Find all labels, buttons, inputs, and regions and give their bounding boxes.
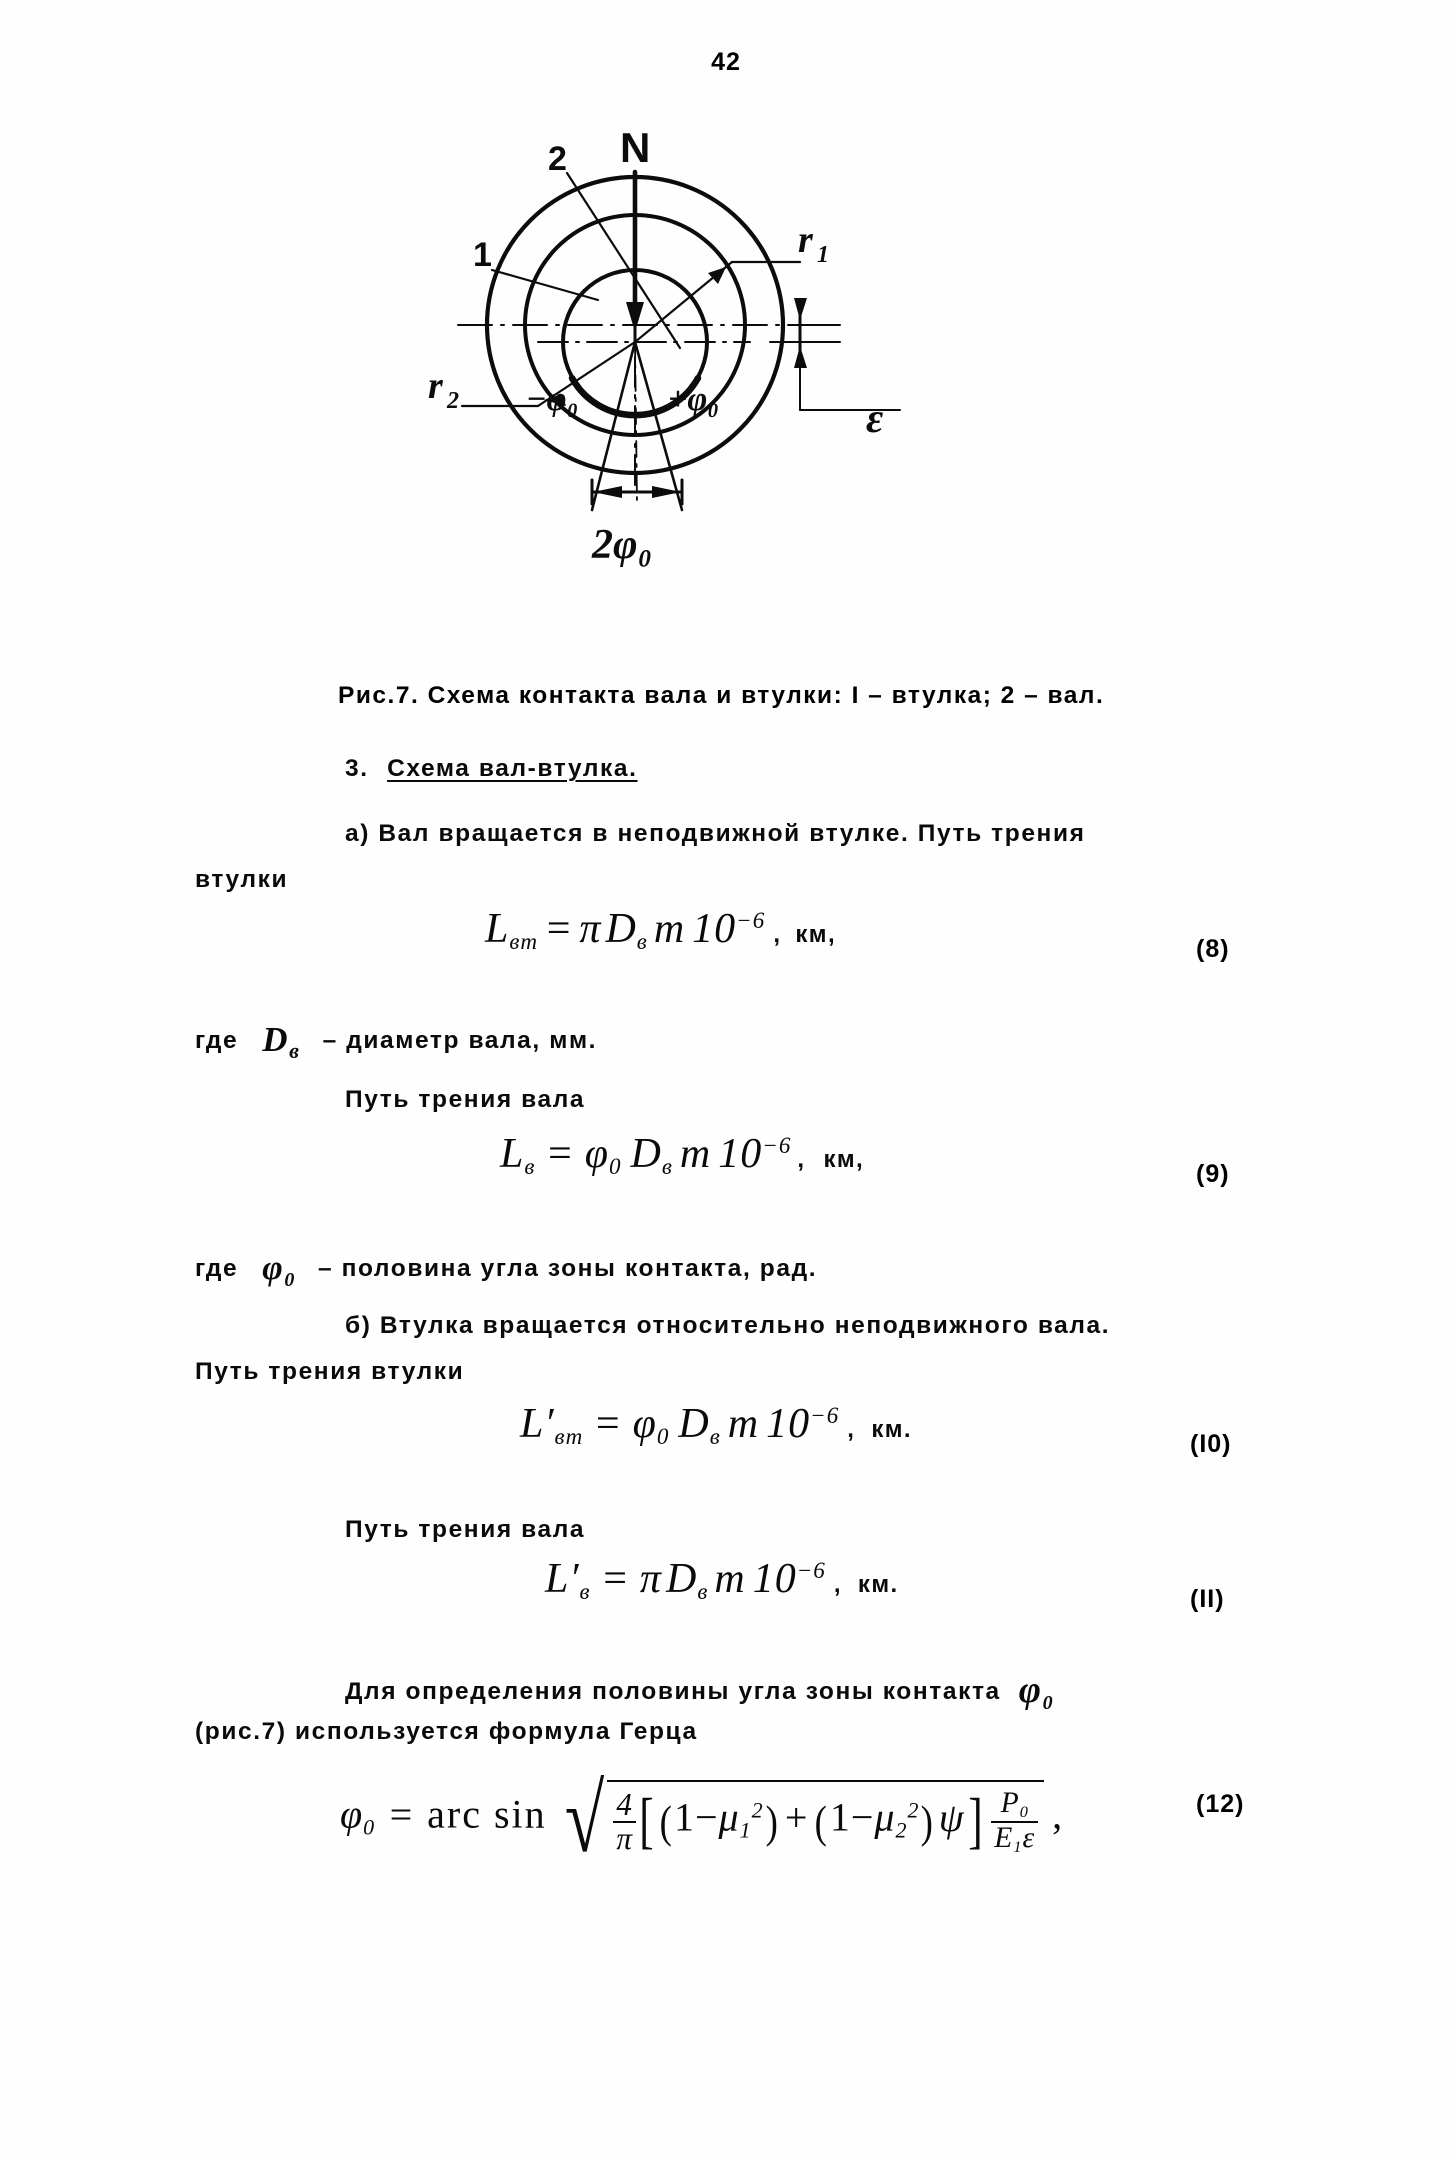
symbol-phi: φ: [262, 1248, 285, 1287]
mu-1: μ: [718, 1794, 740, 1840]
symbol-phi-sub: 0: [284, 1269, 296, 1291]
formula-11-comma: ,: [833, 1571, 842, 1598]
epsilon-arrow-down: [794, 346, 807, 368]
fraction-4-pi: [613, 1786, 636, 1856]
paragraph-a-continuation: втулки: [195, 866, 289, 893]
where-phi-prefix: где: [195, 1255, 239, 1282]
term-2-minus: 1−: [829, 1794, 875, 1840]
paragraph-a: а) Вал вращается в неподвижной втулке. Путь трения: [345, 820, 1086, 847]
formula-8-D-sub: в: [636, 927, 648, 954]
formula-9-comma: ,: [797, 1146, 806, 1173]
label-part-2: 2: [548, 140, 567, 178]
mu-1-sub: 1: [739, 1817, 752, 1843]
E-symbol: E: [994, 1821, 1014, 1854]
paragraph-b: б) Втулка вращается относительно неподвижного вала.: [345, 1312, 1111, 1339]
label-radius-r1-sub: 1: [817, 242, 829, 268]
formula-10-equals: =: [593, 1401, 623, 1447]
formula-8-D: D: [605, 906, 637, 952]
formula-8-lhs: L: [485, 906, 510, 952]
term-1-minus: 1−: [673, 1794, 719, 1840]
fraction-numerator: 4: [616, 1786, 633, 1822]
formula-9-D: D: [630, 1131, 662, 1177]
formula-9-unit: км,: [823, 1146, 865, 1173]
label-angle-positive: +φ₀: [668, 381, 720, 418]
formula-8-pi: π: [579, 906, 602, 952]
formula-10-comma: ,: [847, 1416, 856, 1443]
page-number: 42: [711, 48, 741, 76]
fraction-P-numerator: [991, 1788, 1038, 1820]
formula-10: [520, 1400, 912, 1450]
formula-11-m: m: [714, 1556, 746, 1602]
label-force-N: N: [620, 124, 651, 171]
mu-2: μ: [874, 1794, 896, 1840]
fraction-P-over-E-eps: [991, 1788, 1038, 1855]
hertz-line-1-text: Для определения половины угла зоны контакта: [345, 1678, 1001, 1705]
fraction-denominator: π: [613, 1821, 636, 1855]
formula-11-number: (II): [1190, 1585, 1225, 1613]
leader-line-2: [567, 173, 680, 348]
formula-10-lhs-sub: вт: [554, 1422, 584, 1449]
formula-10-D: D: [678, 1401, 710, 1447]
formula-12-sqrt: [558, 1764, 1045, 1872]
hertz-line-2: (рис.7) используется формула Герца: [195, 1718, 698, 1745]
where-D-prefix: где: [195, 1027, 239, 1054]
formula-10-D-sub: в: [709, 1422, 721, 1449]
E-symbol-sub: 1: [1013, 1836, 1023, 1856]
formula-10-exponent: −6: [810, 1402, 840, 1429]
paren-1-open: (: [659, 1796, 673, 1847]
formula-9-m: m: [679, 1131, 712, 1177]
formula-8-number: (8): [1196, 935, 1230, 963]
formula-9-phi-sub: 0: [608, 1152, 622, 1179]
formula-11-D-sub: в: [697, 1577, 709, 1604]
path-shaft-label: Путь трения вала: [345, 1086, 586, 1113]
formula-12-lhs: φ: [340, 1791, 364, 1837]
formula-11-ten: 10: [752, 1556, 797, 1602]
formula-11-lhs: L′: [545, 1556, 580, 1602]
radical-sign: √: [564, 1764, 605, 1872]
formula-11-D: D: [665, 1556, 698, 1602]
formula-10-phi: φ: [632, 1401, 657, 1447]
where-phi-line: [195, 1248, 817, 1292]
label-radius-r2-sub: 2: [447, 388, 459, 414]
epsilon-arrow-up: [794, 298, 807, 320]
formula-11-equals: =: [600, 1556, 630, 1602]
where-D-line: [195, 1020, 597, 1064]
formula-10-m: m: [727, 1401, 760, 1447]
label-part-1: 1: [473, 236, 492, 274]
paren-2-open: (: [815, 1796, 829, 1847]
where-D-text: – диаметр вала, мм.: [322, 1027, 598, 1054]
figure-svg: [330, 110, 1130, 650]
formula-9-ten: 10: [718, 1131, 763, 1177]
psi-symbol: ψ: [938, 1794, 965, 1840]
formula-11: [545, 1555, 899, 1605]
formula-11-pi: π: [639, 1556, 662, 1602]
formula-10-number: (I0): [1190, 1430, 1232, 1458]
formula-11-lhs-sub: в: [579, 1577, 591, 1604]
where-phi-text: – половина угла зоны контакта, рад.: [317, 1255, 818, 1282]
figure-shaft-bushing: [330, 110, 1130, 650]
hertz-symbol-phi-sub: 0: [1042, 1692, 1055, 1714]
formula-8-m: m: [653, 906, 686, 952]
formula-12-equals: =: [387, 1791, 416, 1837]
formula-8-ten: 10: [692, 906, 737, 952]
r1-arrow-head: [708, 267, 726, 284]
formula-11-exponent: −6: [796, 1557, 826, 1584]
formula-12-lhs-sub: 0: [363, 1814, 376, 1840]
symbol-D-sub: в: [289, 1038, 301, 1063]
formula-10-ten: 10: [766, 1401, 811, 1447]
plus-sign: +: [784, 1794, 809, 1840]
formula-12-trailing-comma: ,: [1052, 1791, 1064, 1837]
formula-12-arcsin: arc sin: [427, 1791, 547, 1837]
formula-8: [485, 905, 836, 955]
formula-8-comma: ,: [773, 921, 782, 948]
mu-2-sub: 2: [895, 1817, 908, 1843]
formula-9-lhs: L: [500, 1131, 525, 1177]
path-shaft-label-2: Путь трения вала: [345, 1516, 586, 1543]
formula-8-unit: км,: [795, 921, 837, 948]
formula-8-equals: =: [544, 906, 574, 952]
label-angle-total: 2φ₀: [592, 522, 653, 568]
formula-12: [340, 1764, 1064, 1872]
mu-1-sup: 2: [751, 1797, 764, 1823]
formula-8-exponent: −6: [736, 907, 766, 934]
formula-10-unit: км.: [871, 1416, 912, 1443]
formula-9-equals: =: [545, 1131, 575, 1177]
P-symbol: P: [1000, 1787, 1020, 1820]
P-symbol-sub: 0: [1019, 1801, 1029, 1821]
formula-9-D-sub: в: [661, 1152, 673, 1179]
section-heading: [345, 755, 638, 783]
section-heading-text: Схема вал-втулка.: [387, 755, 638, 782]
label-angle-negative: −φ₀: [526, 381, 579, 418]
formula-9-lhs-sub: в: [524, 1152, 536, 1179]
formula-9: [500, 1130, 864, 1180]
paren-1-close: ): [765, 1796, 779, 1847]
formula-9-number: (9): [1196, 1160, 1230, 1188]
label-eccentricity: ε: [866, 396, 884, 442]
formula-9-exponent: −6: [762, 1132, 792, 1159]
hertz-line-1: [345, 1668, 1054, 1715]
bracket-close: ]: [967, 1787, 984, 1855]
formula-11-unit: км.: [857, 1571, 899, 1598]
label-radius-r1: r: [798, 219, 813, 261]
formula-12-number: (12): [1196, 1790, 1245, 1818]
formula-9-phi: φ: [584, 1131, 609, 1177]
hertz-symbol-phi: φ: [1018, 1669, 1043, 1711]
paragraph-b-continuation: Путь трения втулки: [195, 1358, 465, 1385]
figure-caption: Рис.7. Схема контакта вала и втулки: I – втулка; 2 – вал.: [338, 682, 1105, 709]
mu-2-sup: 2: [907, 1797, 920, 1823]
formula-10-phi-sub: 0: [656, 1422, 670, 1449]
bracket-open: [: [639, 1787, 655, 1855]
symbol-D: D: [262, 1020, 290, 1059]
radicand: [607, 1780, 1044, 1857]
formula-8-lhs-sub: вт: [509, 927, 539, 954]
leader-line-1: [492, 270, 598, 300]
section-heading-number: 3.: [345, 755, 369, 782]
epsilon-symbol: ε: [1022, 1821, 1036, 1854]
label-radius-r2: r: [428, 365, 443, 407]
formula-10-lhs: L′: [520, 1401, 555, 1447]
fraction-E-eps-denominator: [991, 1821, 1038, 1855]
paren-2-close: ): [921, 1796, 935, 1847]
